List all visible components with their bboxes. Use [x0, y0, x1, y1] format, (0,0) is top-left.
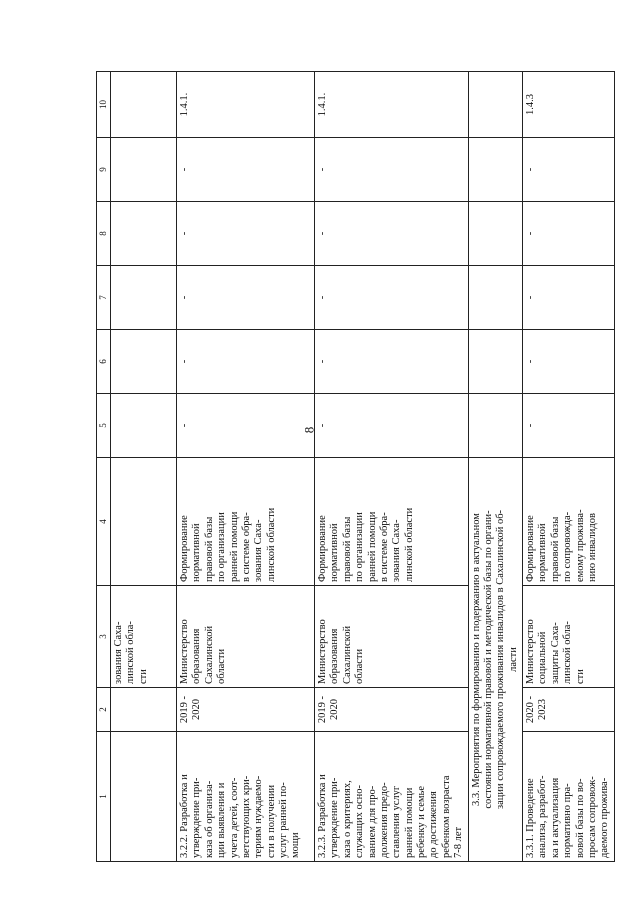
indicator-cell: 1.4.1.	[177, 72, 315, 138]
value-cell	[111, 266, 177, 330]
cell-line: Министерство	[179, 619, 190, 684]
cell-line: области	[354, 648, 366, 684]
cell-line: Министерство	[317, 619, 328, 684]
col-header: 8	[97, 202, 111, 266]
cell-line: учета детей, соот-	[228, 777, 240, 858]
cell-line: социальной	[537, 631, 549, 684]
value-cell	[468, 330, 523, 394]
measure-cell	[315, 732, 469, 862]
col-header: 10	[97, 72, 111, 138]
value-cell	[111, 138, 177, 202]
value-cell: -	[523, 202, 615, 266]
cell-line: зования Саха-	[113, 621, 124, 684]
measure-cell	[111, 732, 177, 862]
value-cell: -	[177, 266, 315, 330]
section-heading	[468, 458, 523, 862]
value-cell	[468, 394, 523, 458]
cell-line: до достижения	[428, 791, 440, 858]
cell-line: в системе обра-	[240, 512, 252, 582]
value-cell: -	[523, 266, 615, 330]
result-cell	[177, 458, 315, 586]
cell-line: мощи	[290, 832, 302, 858]
page-number: 8	[301, 426, 317, 434]
value-cell: -	[523, 394, 615, 458]
cell-line: Министерство	[525, 619, 536, 684]
value-cell: -	[177, 138, 315, 202]
value-cell: -	[315, 394, 469, 458]
cell-line: по организации	[354, 512, 366, 582]
period-cell: 2020 - 2023	[523, 688, 615, 732]
cell-line: ветствующих кри-	[240, 775, 252, 858]
cell-line: ции выявления и	[216, 782, 228, 858]
cell-line: ставления услуг	[391, 785, 403, 858]
cell-line: правовой базы	[549, 516, 561, 582]
value-cell	[111, 202, 177, 266]
value-cell	[111, 394, 177, 458]
col-header: 1	[97, 732, 111, 862]
value-cell	[111, 330, 177, 394]
cell-line: нормативной	[537, 523, 549, 582]
cell-line: сти	[137, 669, 149, 684]
indicator-cell: 1.4.3	[523, 72, 615, 138]
executor-cell	[111, 586, 177, 688]
cell-line: утверждение при-	[329, 777, 341, 858]
value-cell: -	[315, 330, 469, 394]
section-heading-row	[468, 72, 523, 862]
cell-line: зования Саха-	[253, 519, 265, 582]
table-row	[177, 72, 315, 862]
result-cell	[315, 458, 469, 586]
cell-line: ранней помощи	[403, 787, 415, 858]
cell-line: области	[216, 648, 228, 684]
cell-line: по сопровожда-	[562, 511, 574, 582]
cell-line: ласти	[507, 647, 519, 672]
result-cell	[111, 458, 177, 586]
cell-line: служащих осно-	[354, 784, 366, 858]
cell-line: зования Саха-	[391, 519, 403, 582]
cell-line: 3.2.3. Разработка и	[317, 774, 328, 858]
value-cell	[468, 202, 523, 266]
col-header: 4	[97, 458, 111, 586]
indicator-cell	[111, 72, 177, 138]
cell-line: Формирование	[317, 515, 328, 582]
measure-cell	[523, 732, 615, 862]
measure-cell	[177, 732, 315, 862]
cell-line: в системе обра-	[378, 512, 390, 582]
col-header: 7	[97, 266, 111, 330]
value-cell	[468, 266, 523, 330]
cell-line: образования	[329, 628, 341, 684]
cell-line: нормативной	[191, 523, 203, 582]
cell-line: состоянии нормативной правовой и методической базы по органи-	[482, 510, 494, 809]
table-row	[523, 72, 615, 862]
cell-line: емому прожива-	[574, 509, 586, 582]
cell-line: линской обла-	[125, 621, 137, 684]
indicator-cell	[468, 72, 523, 138]
col-header: 9	[97, 138, 111, 202]
period-cell: 2019 - 2020	[177, 688, 315, 732]
cell-line: сти в получении	[265, 784, 277, 858]
value-cell: -	[315, 202, 469, 266]
cell-line: правовой базы	[341, 516, 353, 582]
cell-line: правовой базы	[203, 516, 215, 582]
cell-line: каза о критериях,	[341, 780, 353, 858]
cell-line: 3.3. Мероприятия по формированию и подержанию в актуальном	[470, 513, 482, 806]
cell-line: образования	[191, 628, 203, 684]
cell-line: Формирование	[525, 515, 536, 582]
cell-line: 3.2.2. Разработка и	[179, 774, 190, 858]
cell-line: 7-8 лет	[453, 826, 465, 858]
cell-line: нию инвалидов	[586, 513, 598, 582]
table-row	[111, 72, 177, 862]
cell-line: ранней помощи	[366, 511, 378, 582]
cell-line: линской области	[403, 507, 415, 582]
cell-line: анализа, разработ-	[537, 775, 549, 858]
value-cell: -	[177, 394, 315, 458]
value-cell: -	[177, 330, 315, 394]
cell-line: услуг ранней по-	[278, 782, 289, 858]
cell-line: даемого прожива-	[599, 777, 611, 858]
col-header: 2	[97, 688, 111, 732]
value-cell: -	[523, 138, 615, 202]
rotated-table-wrapper	[96, 72, 611, 862]
col-header: 5	[97, 394, 111, 458]
cell-line: сти	[574, 669, 586, 684]
cell-line: Сахалинской	[341, 625, 353, 684]
cell-line: должения предо-	[378, 782, 390, 858]
value-cell: -	[315, 138, 469, 202]
period-cell: 2019 - 2020	[315, 688, 469, 732]
cell-line: нормативной	[329, 523, 341, 582]
cell-line: нормативно пра-	[562, 783, 574, 858]
cell-line: ванием для про-	[366, 785, 378, 858]
cell-line: ранней помощи	[228, 511, 240, 582]
table-row	[315, 72, 469, 862]
value-cell: -	[177, 202, 315, 266]
cell-line: защиты Саха-	[549, 622, 561, 684]
executor-cell	[315, 586, 469, 688]
column-number-row	[97, 72, 111, 862]
cell-line: каза об организа-	[203, 780, 215, 858]
col-header: 3	[97, 586, 111, 688]
cell-line: ка и актуализация	[549, 777, 561, 858]
cell-line: просам сопровож-	[586, 776, 598, 858]
cell-line: линской области	[265, 507, 277, 582]
cell-line: Сахалинской	[203, 625, 215, 684]
result-cell	[523, 458, 615, 586]
cell-line: утверждение при-	[191, 777, 203, 858]
cell-line: Формирование	[179, 515, 190, 582]
cell-line: по организации	[216, 512, 228, 582]
cell-line: териям нуждаемо-	[253, 775, 265, 858]
executor-cell	[523, 586, 615, 688]
value-cell: -	[315, 266, 469, 330]
cell-line: вовой базы по во-	[574, 778, 586, 858]
executor-cell	[177, 586, 315, 688]
cell-line: ребенку и семье	[416, 785, 427, 858]
cell-line: линской обла-	[562, 621, 574, 684]
cell-line: 3.3.1. Проведение	[525, 778, 536, 858]
cell-line: зации сопровождаемого проживания инвалидов в Сахалинской об-	[495, 509, 507, 810]
period-cell	[111, 688, 177, 732]
value-cell: -	[523, 330, 615, 394]
indicator-cell: 1.4.1.	[315, 72, 469, 138]
plan-table	[96, 71, 615, 862]
col-header: 6	[97, 330, 111, 394]
cell-line: ребенком возраста	[440, 775, 452, 858]
value-cell	[468, 138, 523, 202]
